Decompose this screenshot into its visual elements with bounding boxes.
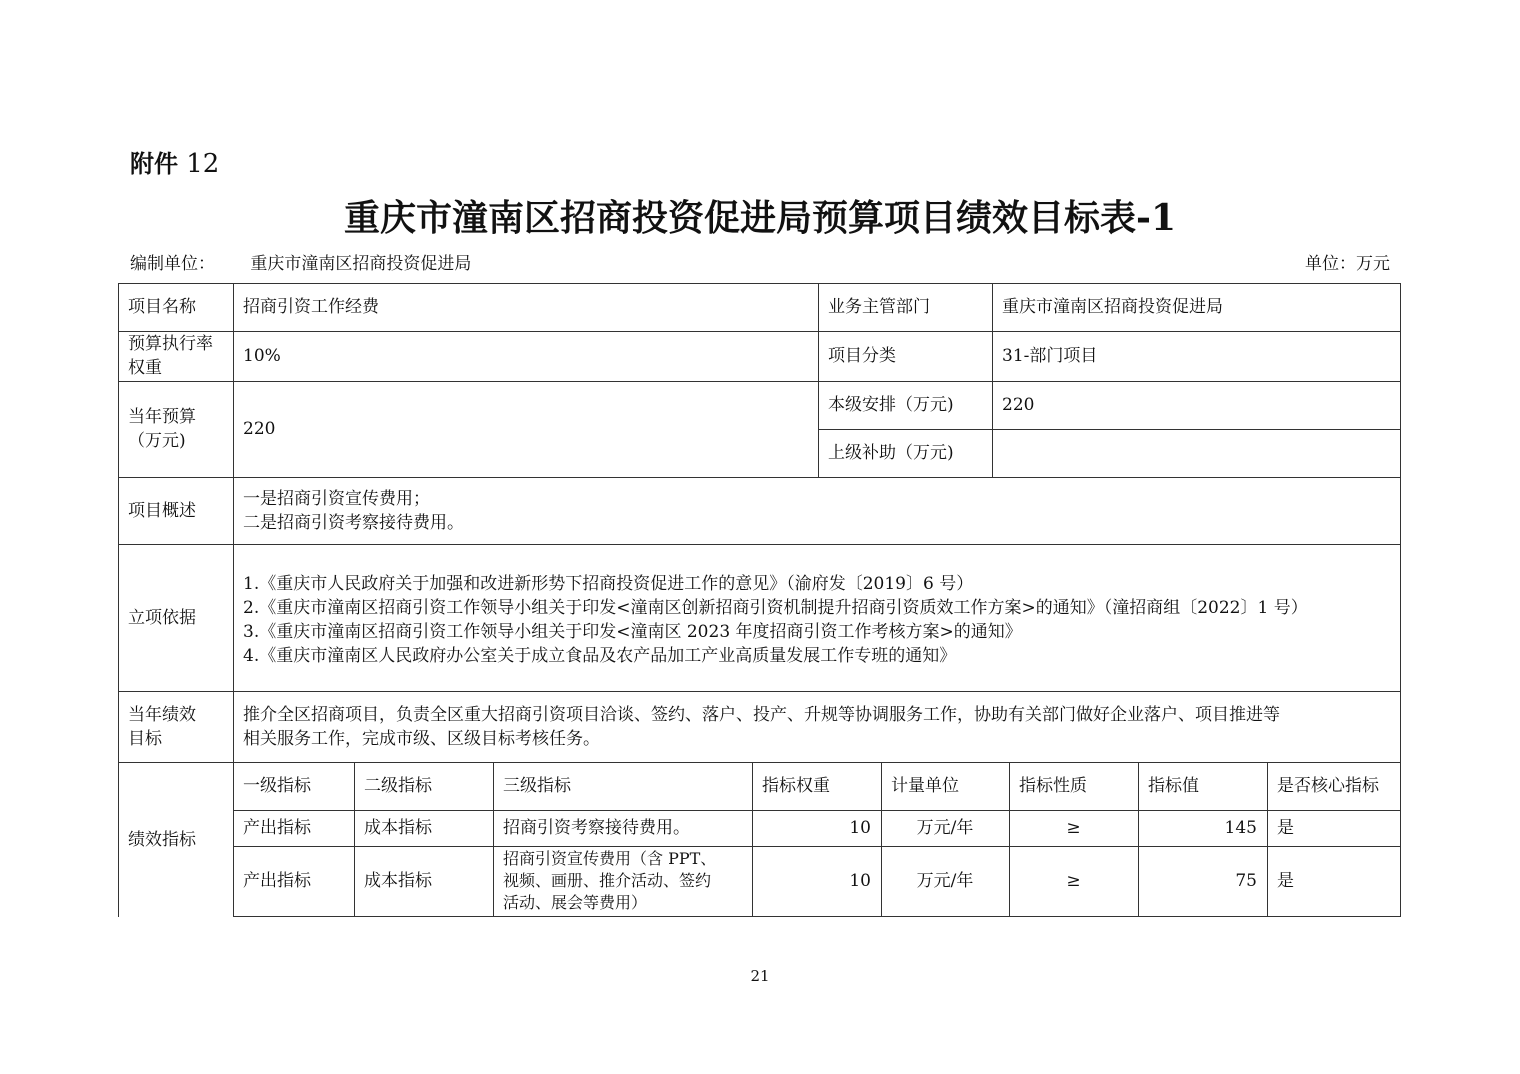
basis-line: 3.《重庆市潼南区招商引资工作领导小组关于印发<潼南区 2023 年度招商引资工作考核方案>的通知》 bbox=[243, 621, 1022, 642]
nature-cell: ≥ bbox=[1066, 871, 1081, 891]
level2-cell: 成本指标 bbox=[364, 871, 432, 891]
goal-line: 推介全区招商项目，负责全区重大招商引资项目洽谈、签约、落户、投产、升规等协调服务工作，协助有关部门做好企业落户、项目推进等 bbox=[243, 704, 1280, 725]
core-cell: 是 bbox=[1277, 871, 1294, 891]
dept-value: 重庆市潼南区招商投资促进局 bbox=[1002, 297, 1223, 317]
compiler-value: 重庆市潼南区招商投资促进局 bbox=[250, 254, 472, 274]
weight-cell: 10 bbox=[849, 818, 871, 838]
category-value: 31-部门项目 bbox=[1002, 346, 1098, 366]
indicators-label: 绩效指标 bbox=[128, 829, 196, 850]
goal-label-line: 目标 bbox=[128, 728, 162, 749]
local-funding-label: 本级安排（万元) bbox=[828, 395, 954, 415]
weight-cell: 10 bbox=[849, 871, 871, 891]
level3-cell: 招商引资考察接待费用。 bbox=[503, 818, 690, 838]
unit-cell: 万元/年 bbox=[916, 818, 974, 838]
overview-label: 项目概述 bbox=[128, 500, 196, 521]
category-label: 项目分类 bbox=[828, 346, 896, 366]
level2-cell: 成本指标 bbox=[364, 818, 432, 838]
local-funding-value: 220 bbox=[1002, 395, 1035, 415]
exec-rate-value: 10% bbox=[243, 346, 281, 366]
budget-label bbox=[118, 381, 233, 477]
subsidy-label: 上级补助（万元) bbox=[828, 443, 954, 463]
exec-rate-label-line: 权重 bbox=[128, 358, 162, 378]
exec-rate-label bbox=[118, 331, 233, 381]
nature-cell: ≥ bbox=[1066, 818, 1081, 838]
column-header: 三级指标 bbox=[503, 776, 571, 796]
core-cell: 是 bbox=[1277, 818, 1294, 838]
goal-line: 相关服务工作，完成市级、区级目标考核任务。 bbox=[243, 728, 600, 749]
compiler-label: 编制单位： bbox=[130, 254, 215, 274]
attachment-heading bbox=[130, 144, 219, 179]
dept-label: 业务主管部门 bbox=[828, 297, 930, 317]
column-header: 一级指标 bbox=[243, 776, 311, 796]
level3-cell bbox=[493, 846, 752, 916]
column-header: 计量单位 bbox=[891, 776, 959, 796]
overview-line: 一是招商引资宣传费用； bbox=[243, 488, 430, 509]
overview-line: 二是招商引资考察接待费用。 bbox=[243, 512, 464, 533]
unit-cell: 万元/年 bbox=[916, 871, 974, 891]
value-cell: 75 bbox=[1235, 871, 1257, 891]
basis-content bbox=[233, 544, 1401, 691]
column-header: 是否核心指标 bbox=[1277, 776, 1379, 796]
budget-label-line: 当年预算 bbox=[128, 407, 196, 427]
column-header: 二级指标 bbox=[364, 776, 432, 796]
basis-line: 4.《重庆市潼南区人民政府办公室关于成立食品及农产品加工产业高质量发展工作专班的通知》 bbox=[243, 645, 957, 666]
compiler-line bbox=[130, 249, 471, 274]
attachment-label: 附件 bbox=[130, 150, 178, 178]
level3-line: 活动、展会等费用） bbox=[503, 893, 648, 912]
level1-cell: 产出指标 bbox=[243, 871, 311, 891]
budget-value: 220 bbox=[243, 419, 276, 439]
goal-content bbox=[233, 691, 1401, 762]
column-header: 指标值 bbox=[1148, 776, 1199, 796]
goal-label bbox=[118, 691, 233, 762]
performance-table bbox=[118, 283, 1401, 917]
unit-note: 单位：万元 bbox=[1305, 254, 1390, 274]
basis-line: 1.《重庆市人民政府关于加强和改进新形势下招商投资促进工作的意见》（渝府发〔2019〕6 号） bbox=[243, 573, 974, 594]
value-cell: 145 bbox=[1224, 818, 1257, 838]
basis-line: 2.《重庆市潼南区招商引资工作领导小组关于印发<潼南区创新招商引资机制提升招商引资质效工作方案>的通知》（潼招商组〔2022〕1 号） bbox=[243, 597, 1308, 618]
table-rule bbox=[233, 916, 1401, 917]
budget-label-line: （万元) bbox=[128, 431, 186, 451]
goal-label-line: 当年绩效 bbox=[128, 704, 196, 725]
level3-line: 视频、画册、推介活动、签约 bbox=[503, 871, 712, 890]
overview-content bbox=[233, 477, 1401, 544]
document-title: 重庆市潼南区招商投资促进局预算项目绩效目标表-1 bbox=[344, 197, 1176, 239]
column-header: 指标权重 bbox=[762, 776, 830, 796]
attachment-number: 12 bbox=[186, 149, 220, 179]
project-name-value: 招商引资工作经费 bbox=[243, 297, 379, 317]
project-name-label: 项目名称 bbox=[128, 297, 196, 317]
level3-line: 招商引资宣传费用（含 PPT、 bbox=[503, 849, 717, 868]
level1-cell: 产出指标 bbox=[243, 818, 311, 838]
page-number: 21 bbox=[750, 967, 770, 985]
exec-rate-label-line: 预算执行率 bbox=[128, 334, 213, 354]
column-header: 指标性质 bbox=[1019, 776, 1087, 796]
basis-label: 立项依据 bbox=[128, 607, 196, 628]
subsidy-value bbox=[992, 429, 1401, 477]
